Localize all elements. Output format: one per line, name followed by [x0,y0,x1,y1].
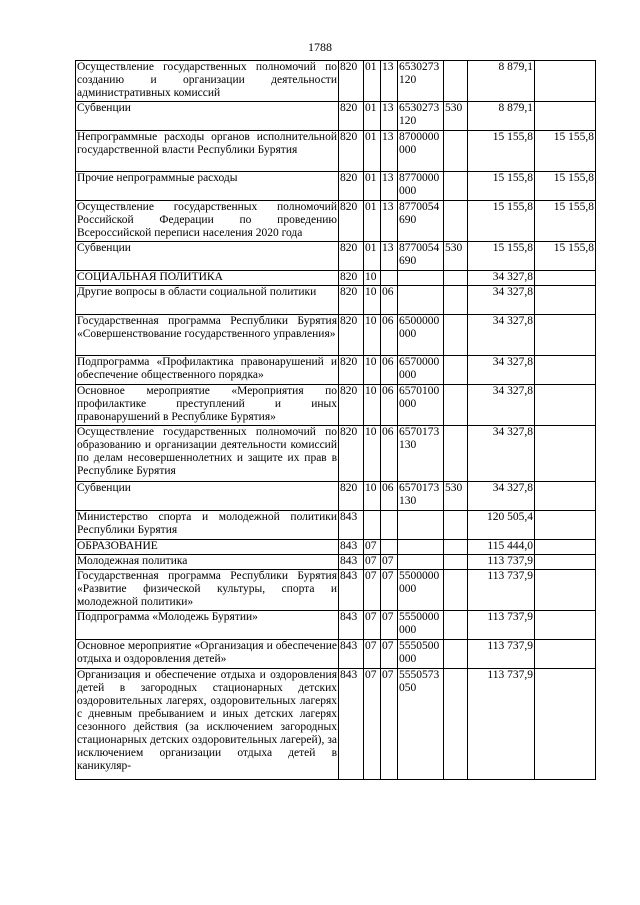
row-sum-2 [535,611,596,640]
row-rz: 10 [364,315,381,356]
row-sum-1: 8 879,1 [468,102,535,131]
row-sum-1: 113 737,9 [468,555,535,570]
row-csr: 6570173130 [398,482,444,511]
row-sum-1: 34 327,8 [468,356,535,385]
row-name: Осуществление государственных полномочий Российской Федерации по проведению Всероссийской переписи населения 2020 года [76,201,339,242]
row-vr [444,640,468,669]
row-pr: 13 [381,172,398,201]
table-row [76,540,596,555]
row-rz: 10 [364,482,381,511]
row-grbs: 843 [339,540,364,555]
row-vr [444,540,468,555]
row-sum-2 [535,315,596,356]
row-grbs: 820 [339,315,364,356]
row-csr: 6530273120 [398,61,444,102]
row-name: СОЦИАЛЬНАЯ ПОЛИТИКА [76,271,339,286]
row-vr [444,511,468,540]
table-row [76,482,596,511]
row-grbs: 843 [339,511,364,540]
table-row [76,426,596,482]
table-row [76,570,596,611]
row-rz: 01 [364,172,381,201]
row-vr: 530 [444,242,468,271]
row-csr: 8700000000 [398,131,444,172]
row-rz: 07 [364,555,381,570]
table-row [76,315,596,356]
row-pr: 06 [381,315,398,356]
table-row [76,385,596,426]
row-grbs: 820 [339,102,364,131]
row-sum-1: 113 737,9 [468,570,535,611]
row-grbs: 820 [339,271,364,286]
row-grbs: 820 [339,286,364,315]
page-number: 1788 [308,40,332,54]
row-csr: 6570000000 [398,356,444,385]
row-grbs: 843 [339,555,364,570]
row-rz: 10 [364,271,381,286]
row-sum-2: 15 155,8 [535,131,596,172]
row-csr [398,271,444,286]
row-csr: 6530273120 [398,102,444,131]
row-csr: 6570100000 [398,385,444,426]
row-pr: 07 [381,555,398,570]
row-csr: 6500000000 [398,315,444,356]
row-grbs: 843 [339,669,364,780]
row-sum-2 [535,482,596,511]
row-name: Другие вопросы в области социальной политики [76,286,339,315]
row-pr: 13 [381,131,398,172]
row-vr: 530 [444,102,468,131]
row-sum-2: 15 155,8 [535,172,596,201]
row-vr [444,555,468,570]
row-pr [381,511,398,540]
table-row [76,356,596,385]
row-pr [381,271,398,286]
row-sum-1: 15 155,8 [468,201,535,242]
table-row [76,611,596,640]
row-sum-2 [535,511,596,540]
row-sum-1: 15 155,8 [468,172,535,201]
row-pr: 06 [381,385,398,426]
row-csr: 8770000000 [398,172,444,201]
row-name: Субвенции [76,102,339,131]
row-name: Основное мероприятие «Мероприятия по профилактике преступлений и иных правонарушений в Республике Бурятия» [76,385,339,426]
row-sum-1: 15 155,8 [468,131,535,172]
row-grbs: 820 [339,356,364,385]
row-name: Молодежная политика [76,555,339,570]
row-sum-2: 15 155,8 [535,242,596,271]
row-csr: 8770054690 [398,201,444,242]
row-rz: 01 [364,131,381,172]
row-vr [444,426,468,482]
row-sum-1: 34 327,8 [468,482,535,511]
row-sum-1: 34 327,8 [468,286,535,315]
row-rz [364,511,381,540]
row-sum-2 [535,356,596,385]
row-csr [398,540,444,555]
row-pr: 06 [381,286,398,315]
row-csr: 5550573050 [398,669,444,780]
row-sum-2 [535,540,596,555]
row-sum-1: 120 505,4 [468,511,535,540]
table-row [76,511,596,540]
row-sum-1: 115 444,0 [468,540,535,555]
row-name: Государственная программа Республики Бурятия «Совершенствование государственного управления» [76,315,339,356]
row-vr [444,385,468,426]
row-sum-2 [535,102,596,131]
row-name: Подпрограмма «Профилактика правонарушений и обеспечение общественного порядка» [76,356,339,385]
row-name: Осуществление государственных полномочий по образованию и организации деятельности комиссий по делам несовершеннолетних и защите их прав в Республике Бурятия [76,426,339,482]
row-name: Министерство спорта и молодежной политики Республики Бурятия [76,511,339,540]
row-rz: 01 [364,242,381,271]
table-row [76,102,596,131]
budget-table [75,60,596,780]
row-sum-2 [535,385,596,426]
row-grbs: 820 [339,385,364,426]
row-vr [444,172,468,201]
row-csr: 6570173130 [398,426,444,482]
row-name: ОБРАЗОВАНИЕ [76,540,339,555]
row-sum-1: 34 327,8 [468,426,535,482]
row-name: Субвенции [76,242,339,271]
row-vr: 530 [444,482,468,511]
row-sum-1: 113 737,9 [468,640,535,669]
row-sum-2: 15 155,8 [535,201,596,242]
table-row [76,61,596,102]
row-vr [444,570,468,611]
row-pr: 13 [381,102,398,131]
row-rz: 10 [364,426,381,482]
row-pr: 07 [381,669,398,780]
row-rz: 10 [364,286,381,315]
row-pr: 06 [381,426,398,482]
row-vr [444,201,468,242]
row-vr [444,669,468,780]
row-vr [444,61,468,102]
row-csr [398,286,444,315]
row-pr [381,540,398,555]
table-row [76,286,596,315]
row-rz: 07 [364,611,381,640]
row-sum-2 [535,555,596,570]
row-rz: 01 [364,102,381,131]
row-pr: 13 [381,201,398,242]
row-sum-2 [535,426,596,482]
row-pr: 07 [381,640,398,669]
row-rz: 01 [364,61,381,102]
row-sum-1: 34 327,8 [468,315,535,356]
row-pr: 07 [381,611,398,640]
row-sum-2 [535,669,596,780]
table-row [76,555,596,570]
row-grbs: 820 [339,201,364,242]
row-grbs: 820 [339,426,364,482]
row-name: Организация и обеспечение отдыха и оздоровления детей в загородных стационарных детских оздоровительных лагерях, оздоровительных лагерях с дневным пребыванием и иных детских лагерях сезонного действия (за исключением загородных стационарных детских оздоровительных лагерей), за исключением организации отдыха детей в каникуляр- [76,669,339,780]
row-vr [444,131,468,172]
row-name: Государственная программа Республики Бурятия «Развитие физической культуры, спорта и молодежной политики» [76,570,339,611]
row-grbs: 820 [339,131,364,172]
row-rz: 07 [364,640,381,669]
row-sum-1: 15 155,8 [468,242,535,271]
row-grbs: 843 [339,611,364,640]
row-sum-1: 113 737,9 [468,669,535,780]
table-row [76,131,596,172]
row-name: Субвенции [76,482,339,511]
row-grbs: 820 [339,61,364,102]
row-grbs: 843 [339,570,364,611]
row-pr: 13 [381,61,398,102]
table-row [76,640,596,669]
table-row [76,271,596,286]
row-rz: 07 [364,669,381,780]
row-vr [444,286,468,315]
row-rz: 07 [364,570,381,611]
row-grbs: 820 [339,242,364,271]
row-name: Основное мероприятие «Организация и обеспечение отдыха и оздоровления детей» [76,640,339,669]
row-rz: 01 [364,201,381,242]
row-name: Прочие непрограммные расходы [76,172,339,201]
row-pr: 06 [381,356,398,385]
row-csr [398,555,444,570]
row-sum-2 [535,271,596,286]
table-row [76,242,596,271]
row-name: Подпрограмма «Молодежь Бурятии» [76,611,339,640]
row-sum-2 [535,286,596,315]
row-csr: 8770054690 [398,242,444,271]
row-pr: 13 [381,242,398,271]
row-sum-1: 34 327,8 [468,271,535,286]
row-pr: 06 [381,482,398,511]
row-grbs: 820 [339,172,364,201]
row-csr: 5500000000 [398,570,444,611]
row-rz: 10 [364,385,381,426]
row-sum-1: 113 737,9 [468,611,535,640]
table-row [76,172,596,201]
row-rz: 07 [364,540,381,555]
row-name: Осуществление государственных полномочий по созданию и организации деятельности административных комиссий [76,61,339,102]
row-grbs: 843 [339,640,364,669]
row-sum-1: 34 327,8 [468,385,535,426]
row-sum-2 [535,61,596,102]
table-row [76,201,596,242]
row-vr [444,356,468,385]
row-vr [444,315,468,356]
row-sum-2 [535,640,596,669]
table-row [76,669,596,780]
row-csr [398,511,444,540]
row-grbs: 820 [339,482,364,511]
row-sum-2 [535,570,596,611]
row-name: Непрограммные расходы органов исполнительной государственной власти Республики Бурятия [76,131,339,172]
row-csr: 5550500000 [398,640,444,669]
row-vr [444,611,468,640]
row-pr: 07 [381,570,398,611]
row-rz: 10 [364,356,381,385]
row-sum-1: 8 879,1 [468,61,535,102]
row-csr: 5550000000 [398,611,444,640]
row-vr [444,271,468,286]
